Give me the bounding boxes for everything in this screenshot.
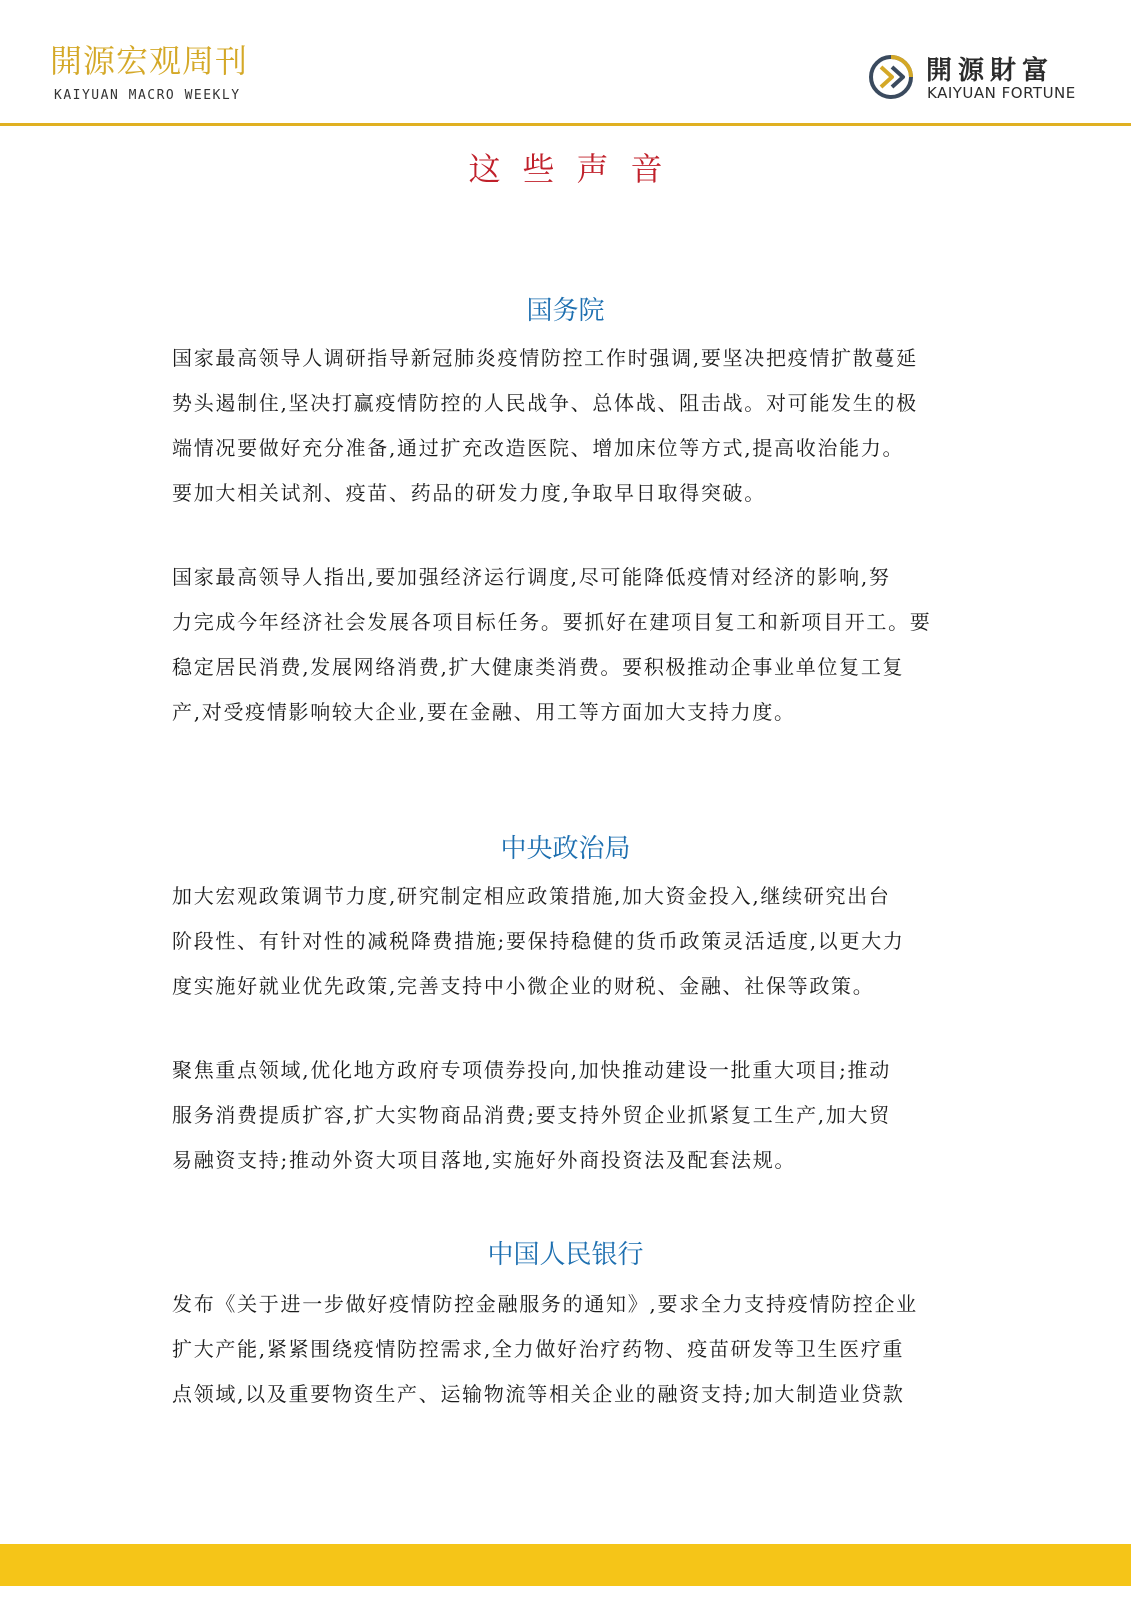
- paragraph: [172, 1048, 960, 1183]
- publication-subtitle: KAIYUAN MACRO WEEKLY: [54, 88, 241, 103]
- paragraph-line: 阶段性、有针对性的减税降费措施;要保持稳健的货币政策灵活适度,以更大力: [172, 929, 905, 953]
- logo-chinese-name: 開源財富: [926, 56, 1055, 86]
- paragraph-line: 聚焦重点领域,优化地方政府专项债券投向,加快推动建设一批重大项目;推动: [172, 1058, 891, 1082]
- footer-bar: [0, 1544, 1131, 1586]
- paragraph-line: 易融资支持;推动外资大项目落地,实施好外商投资法及配套法规。: [172, 1148, 797, 1172]
- paragraph: [172, 336, 960, 516]
- section-heading-state-council: 国务院: [526, 296, 605, 326]
- paragraph: [172, 874, 960, 1009]
- paragraph-line: 服务消费提质扩容,扩大实物商品消费;要支持外贸企业抓紧复工生产,加大贸: [172, 1103, 891, 1127]
- paragraph-line: 国家最高领导人调研指导新冠肺炎疫情防控工作时强调,要坚决把疫情扩散蔓延: [172, 346, 918, 370]
- paragraph-line: 要加大相关试剂、疫苗、药品的研发力度,争取早日取得突破。: [172, 481, 766, 505]
- paragraph-line: 点领域,以及重要物资生产、运输物流等相关企业的融资支持;加大制造业贷款: [172, 1382, 905, 1406]
- paragraph-line: 产,对受疫情影响较大企业,要在金融、用工等方面加大支持力度。: [172, 700, 796, 724]
- paragraph-line: 加大宏观政策调节力度,研究制定相应政策措施,加大资金投入,继续研究出台: [172, 884, 891, 908]
- logo-english-name: KAIYUAN FORTUNE: [927, 84, 1076, 102]
- page-title: 这些声音: [468, 150, 685, 188]
- paragraph-line: 扩大产能,紧紧围绕疫情防控需求,全力做好治疗药物、疫苗研发等卫生医疗重: [172, 1337, 905, 1361]
- paragraph: [172, 555, 960, 735]
- page-header: [0, 0, 1131, 126]
- section-heading-pboc: 中国人民银行: [487, 1240, 644, 1270]
- paragraph: [172, 1282, 960, 1417]
- paragraph-line: 势头遏制住,坚决打赢疫情防控的人民战争、总体战、阻击战。对可能发生的极: [172, 391, 918, 415]
- paragraph-line: 端情况要做好充分准备,通过扩充改造医院、增加床位等方式,提高收治能力。: [172, 436, 905, 460]
- paragraph-line: 稳定居民消费,发展网络消费,扩大健康类消费。要积极推动企事业单位复工复: [172, 655, 905, 679]
- publication-title: 開源宏观周刊: [50, 42, 249, 80]
- brand-logo: [866, 50, 1106, 106]
- paragraph-line: 力完成今年经济社会发展各项目标任务。要抓好在建项目复工和新项目开工。要: [172, 610, 932, 634]
- paragraph-line: 国家最高领导人指出,要加强经济运行调度,尽可能降低疫情对经济的影响,努: [172, 565, 891, 589]
- section-heading-politburo: 中央政治局: [500, 834, 631, 864]
- kaiyuan-logo-icon: [866, 52, 916, 102]
- paragraph-line: 发布《关于进一步做好疫情防控金融服务的通知》,要求全力支持疫情防控企业: [172, 1292, 918, 1316]
- paragraph-line: 度实施好就业优先政策,完善支持中小微企业的财税、金融、社保等政策。: [172, 974, 875, 998]
